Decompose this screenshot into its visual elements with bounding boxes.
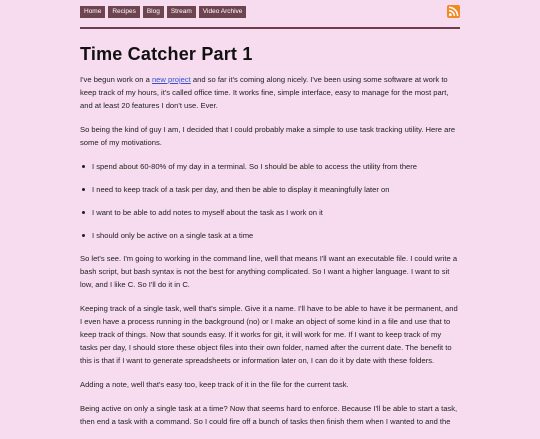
new-project-link[interactable]: new project [151,75,191,84]
post-paragraph-6: Being active on only a single task at a time? Now that seems hard to enforce. Because I'll be able to start a task, then end a task with a command. So I could fire off a bunch of tasks then finish them when I wanted to and the [80,404,458,426]
post-title: Time Catcher Part 1 [80,44,253,64]
list-item: I need to keep track of a task per day, and then be able to display it meaningfully later on [92,183,460,196]
nav-item-home[interactable]: Home [80,6,105,18]
p1-text-after: and so far it's coming along nicely. I've been using some software at work to keep track of my hours, it's called office time. It works fine, simple interface, easy to manage for the most part, and at least 20 features I don't use. Ever. [80,75,449,110]
post-paragraph-3: So let's see. I'm going to working in the command line, well that means I'll want an executable file. I could write a bash script, but bash syntax is not the best for anything complicated. So I want a higher language. I want to sit low, and I like C. So I'll do it in C. [80,254,458,289]
nav-item-video-archive[interactable]: Video Archive [199,6,247,18]
rss-icon[interactable] [447,5,460,18]
top-nav [80,5,460,29]
nav-item-blog[interactable]: Blog [143,6,164,18]
nav-item-stream[interactable]: Stream [167,6,196,18]
post-paragraph-4: Keeping track of a single task, well that's simple. Give it a name. I'll have to be able to have it be permanent, and I even have a process running in the background (no) or I make an object of some kind in a file and use that to keep track of things. Now that sounds easy. If it works for git, it will work for me. If I want to keep track of my tasks per day, I should store these object files into their own folder, named after the current date. The benefit to this is that if I want to generate spreadsheets or information later on, I can do it by date with these folders. [80,304,458,365]
motivation-list [80,160,460,242]
page-container [80,0,460,439]
nav-items [80,6,246,18]
post-paragraph-5: Adding a note, well that's easy too, keep track of it in the file for the current task. [80,380,349,389]
p1-text-before: I've begun work on a [80,75,152,84]
list-item: I should only be active on a single task at a time [92,229,460,242]
nav-item-recipes[interactable]: Recipes [108,6,139,18]
post-paragraph-1 [80,73,460,112]
list-item: I want to be able to add notes to myself about the task as I work on it [92,206,460,219]
post-paragraph-2: So being the kind of guy I am, I decided that I could probably make a simple to use task tracking utility. Here are some of my motivations. [80,125,456,147]
list-item: I spend about 60-80% of my day in a terminal. So I should be able to access the utility from there [92,160,460,173]
